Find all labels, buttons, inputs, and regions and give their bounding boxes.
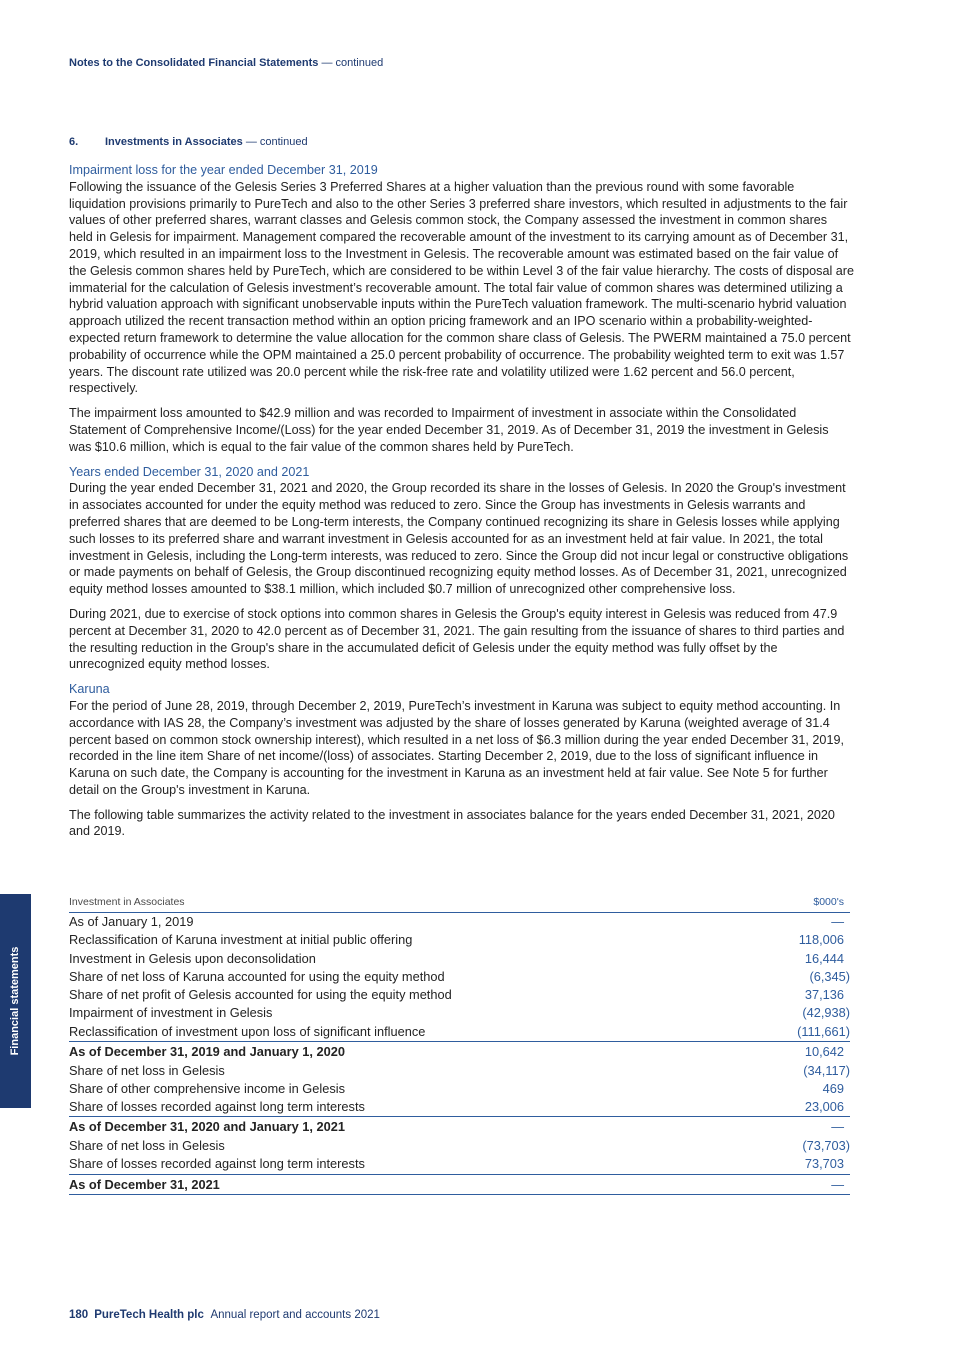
note-body	[69, 162, 854, 848]
row-label: Reclassification of Karuna investment at initial public offering	[69, 932, 413, 948]
table-row	[69, 968, 850, 986]
row-value: —	[831, 1119, 844, 1135]
table-header	[69, 896, 850, 913]
table-row	[69, 1023, 850, 1041]
running-header	[69, 57, 383, 69]
side-tab-label: Financial statements	[9, 946, 21, 1056]
table-row	[69, 1137, 850, 1155]
row-value: 10,642	[804, 1044, 844, 1060]
company-name: PureTech Health plc	[94, 1309, 204, 1321]
report-name: Annual report and accounts 2021	[210, 1309, 380, 1321]
table-row	[69, 913, 850, 931]
row-value: 73,703	[804, 1156, 844, 1172]
table-total-row	[69, 1174, 850, 1196]
table-row	[69, 1062, 850, 1080]
table-row	[69, 986, 850, 1004]
row-value: —	[831, 1176, 844, 1192]
row-label: As of December 31, 2020 and January 1, 2021	[69, 1119, 345, 1135]
page-number: 180	[69, 1309, 89, 1321]
row-label: Reclassification of investment upon loss of significant influence	[69, 1023, 426, 1039]
table-subtotal-row	[69, 1116, 850, 1137]
row-value: 16,444	[804, 950, 844, 966]
row-value: 23,006	[804, 1099, 844, 1115]
table-row	[69, 1155, 850, 1173]
table-subtotal-row	[69, 1041, 850, 1062]
row-value: (6,345)	[809, 968, 850, 984]
table-row	[69, 1004, 850, 1022]
row-value: 118,006	[798, 932, 844, 948]
section-title	[69, 136, 308, 148]
row-label: Share of net loss of Karuna accounted for using the equity method	[69, 968, 445, 984]
impairment-paragraph-2: The impairment loss amounted to $42.9 million and was recorded to Impairment of investment in associate within the Consolidated Statement of Comprehensive Income/(Loss) for the year ended December 31, 2019. As of December 31, 2019 the investment in Gelesis was $10.6 million, which is equal to the fair value of the common shares held by PureTech.	[69, 406, 829, 454]
side-section-tab	[0, 894, 31, 1108]
row-value: 37,136	[804, 987, 844, 1003]
investment-table	[69, 896, 850, 1195]
table-row	[69, 931, 850, 949]
row-label: As of December 31, 2019 and January 1, 2020	[69, 1044, 345, 1060]
running-header-title: Notes to the Consolidated Financial Statements	[69, 57, 319, 69]
running-header-suffix: — continued	[321, 57, 384, 69]
row-value: 469	[822, 1080, 844, 1096]
table-body	[69, 913, 850, 1195]
row-value: (34,117)	[803, 1062, 850, 1078]
row-label: Share of net profit of Gelesis accounted for using the equity method	[69, 987, 452, 1003]
impairment-paragraph-1: Following the issuance of the Gelesis Series 3 Preferred Shares at a higher valuation than the previous round with some favorable liquidation provisions primarily to PureTech and also to the other Series 3 preferred share investors, which resulted in adjustments to the fair values of other preferred shares, warrant classes and Gelesis common stock, the Company assessed the investment in common shares held in Gelesis for impairment. Management compared the recoverable amount of the investment to its carrying amount as of December 31, 2019, which resulted in an impairment loss to the Investment in Gelesis. The recoverable amount was estimated based on the fair value of the Gelesis common shares held by PureTech, which are considered to be within Level 3 of the fair value hierarchy. The costs of disposal are immaterial for the calculation of Gelesis investment’s recoverable amount. The total fair value of common shares was determined utilizing a hybrid valuation approach with significant unobservable inputs within the PureTech valuation framework. The multi-scenario hybrid valuation approach utilized the recent transaction method within an option pricing framework and an IPO scenario within a probability-weighted-expected return framework to determine the value allocation for the common share class of Gelesis. The PWERM maintained a 75.0 percent probability of occurrence while the OPM maintained a 25.0 percent probability of occurrence. The probability weighted term to exit was 1.57 years. The discount rate utilized was 20.0 percent while the risk-free rate and volatility utilized were 1.62 percent and 56.0 percent, respectively.	[69, 179, 854, 396]
row-value: (42,938)	[802, 1005, 850, 1021]
years-heading: Years ended December 31, 2020 and 2021	[69, 464, 310, 479]
karuna-paragraph-1: For the period of June 28, 2019, through December 2, 2019, PureTech’s investment in Karuna was subject to equity method accounting. In accordance with IAS 28, the Company’s investment was adjusted by the share of losses generated by Karuna (weighted average of 31.4 percent based on common stock ownership interest), which resulted in a net loss of $6.3 million during the year ended December 31, 2019, recorded in the line item Share of net income/(loss) of associates. Starting December 2, 2019, due to the loss of significant influence in Karuna on such date, the Company is accounting for the investment in Karuna as an investment held at fair value. See Note 5 for further detail on the Group's investment in Karuna.	[69, 698, 844, 797]
years-paragraph-2: During 2021, due to exercise of stock options into common shares in Gelesis the Group's equity interest in Gelesis was reduced from 47.9 percent at December 31, 2020 to 42.0 percent as of December 31, 2021. The gain resulting from the issuance of shares to third parties and the resulting reduction in the Group's share in the accumulated deficit of Gelesis under the equity method was fully offset by the unrecognized equity method losses.	[69, 606, 845, 672]
row-label: As of January 1, 2019	[69, 914, 194, 929]
row-label: Investment in Gelesis upon deconsolidation	[69, 950, 316, 966]
row-label: Share of losses recorded against long term interests	[69, 1099, 365, 1115]
row-value: (111,661)	[797, 1023, 850, 1039]
row-value: —	[831, 914, 844, 929]
row-label: As of December 31, 2021	[69, 1176, 220, 1192]
karuna-paragraph-2: The following table summarizes the activity related to the investment in associates balance for the years ended December 31, 2021, 2020 and 2019.	[69, 807, 835, 839]
table-row	[69, 950, 850, 968]
row-label: Share of net loss in Gelesis	[69, 1137, 225, 1153]
row-label: Share of other comprehensive income in Gelesis	[69, 1080, 345, 1096]
row-value: (73,703)	[802, 1137, 850, 1153]
years-paragraph-1: During the year ended December 31, 2021 and 2020, the Group recorded its share in the losses of Gelesis. In 2020 the Group's investment in associates accounted for under the equity method was reduced to zero. Since the Group has investments in Gelesis warrants and preferred shares that are deemed to be Long-term interests, the Company continued recognizing its share in Gelesis losses while applying such losses to its preferred share and warrant investment in Gelesis accounted for as an investment held at fair value. In 2021, the total investment in Gelesis, including the Long-term interests, was reduced to zero. Since the Group did not incur legal or constructive obligations or made payments on behalf of Gelesis, the Group discontinued recognizing equity method losses. As of December 31, 2021, unrecognized equity method losses amounted to $38.1 million, which included $0.7 million of unrecognized other comprehensive loss.	[69, 481, 849, 597]
section-number: 6.	[69, 136, 79, 148]
impairment-heading: Impairment loss for the year ended December 31, 2019	[69, 163, 378, 177]
table-row	[69, 1098, 850, 1116]
row-label: Share of losses recorded against long term interests	[69, 1156, 365, 1172]
section-name: Investments in Associates	[105, 136, 243, 148]
section-suffix: — continued	[245, 136, 308, 148]
row-label: Impairment of investment in Gelesis	[69, 1005, 273, 1021]
page-footer	[69, 1309, 380, 1321]
karuna-heading: Karuna	[69, 682, 110, 697]
table-column-label: Investment in Associates	[69, 896, 185, 908]
table-column-unit: $000's	[813, 896, 844, 908]
row-label: Share of net loss in Gelesis	[69, 1062, 225, 1078]
table-row	[69, 1080, 850, 1098]
